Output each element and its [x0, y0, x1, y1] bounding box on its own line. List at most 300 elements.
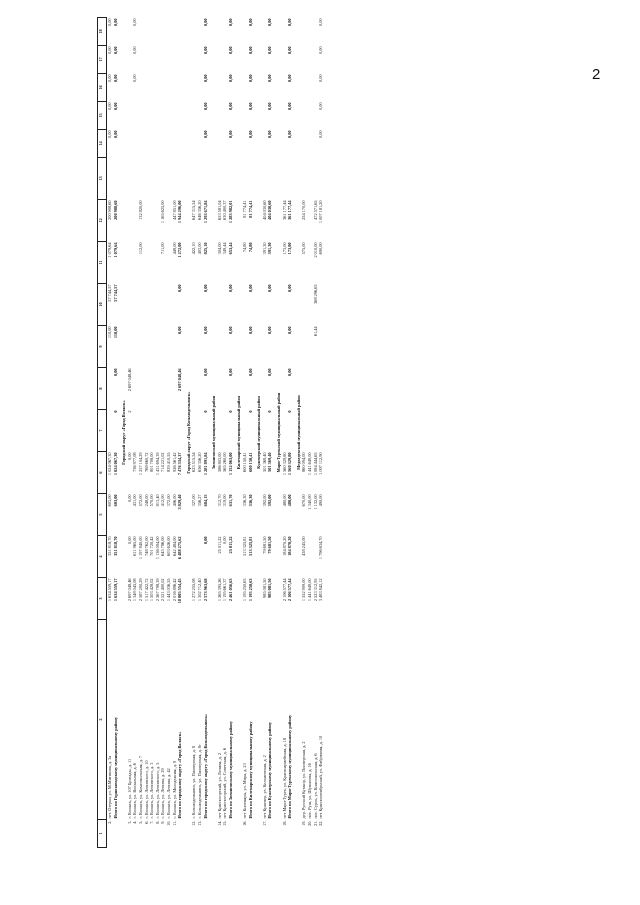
table-cell: 2 106 577,44: [287, 578, 293, 602]
table-cell: 0,00: [318, 46, 324, 55]
table-cell: [267, 158, 275, 200]
table-cell: [177, 410, 185, 452]
table-cell: 1 560 329,80: [287, 452, 293, 476]
table-cell: 184 870,20: [281, 536, 287, 556]
table-cell: 0,00: [267, 18, 273, 27]
table-cell: 575,00: [301, 242, 307, 255]
table-cell: 2 697 048,46: [126, 368, 132, 392]
table-cell: 0,00: [202, 102, 208, 111]
table-cell: 684,15: [202, 494, 208, 507]
table-cell: 2: [126, 410, 132, 413]
table-cell: 0,00: [227, 284, 233, 293]
address-cell: Итого по Горнозаводскому муниципальному району: [112, 716, 118, 819]
table-cell: 404 030,60: [261, 200, 267, 220]
table-cell: 0,00: [107, 130, 112, 139]
table-cell: 1 272,00: [177, 242, 183, 258]
table-cell: 447 851,00: [171, 200, 177, 220]
column-header: 10: [98, 284, 107, 326]
address-cell: Итого по городскому округу «Город Козьмодемьянск»: [202, 713, 208, 819]
table-cell: 57 744,57: [107, 284, 112, 302]
table-cell: [318, 284, 324, 326]
table-cell: 480,00: [287, 494, 293, 507]
address-cell: г. Козьмодемьянск, ул. Пионерская, д. 8: [191, 746, 197, 819]
address-cell: Итого по Мари-Турекскому муниципальному району: [287, 714, 293, 819]
table-cell: 6 488 275,62: [177, 536, 183, 560]
section-header-row: [210, 18, 217, 848]
column-header: 18: [98, 18, 107, 46]
table-cell: 336,30: [242, 494, 248, 507]
column-header: 4: [98, 536, 107, 578]
table-cell: 2 697 048,46: [126, 578, 132, 602]
table-cell: 801 708,00: [149, 452, 155, 472]
table-cell: 631,70: [227, 494, 233, 507]
address-cell: г. Волжск, ул. Вокзальная, д. 6: [132, 763, 138, 819]
address-cell: дер. Русский Кукмор, ул. Пионерская, д. 2: [301, 741, 307, 819]
table-cell: 647 315,54: [191, 200, 197, 220]
table-cell: 3.: [126, 820, 132, 824]
table-cell: 1 634 559,17: [107, 578, 112, 602]
table-cell: 985 081,50: [261, 578, 267, 598]
table-cell: 501 369,40: [261, 452, 267, 472]
table-cell: 565 260,00: [222, 452, 228, 472]
table-cell: 132 820,00: [137, 200, 143, 220]
table-cell: 825,10: [202, 242, 208, 255]
table-cell: 0,00: [318, 130, 324, 139]
table-cell: 8.: [154, 820, 160, 824]
section-header-row: [185, 18, 192, 848]
table-cell: 1 560 329,80: [281, 452, 287, 476]
table-cell: 646 356,20: [196, 200, 202, 220]
column-header: 2: [98, 620, 107, 820]
page-number: 2: [592, 66, 601, 83]
address-cell: пгт Мари-Турек, ул. Красноармейская, д. 18: [281, 737, 287, 819]
table-cell: 642 484,00: [171, 536, 177, 556]
table-cell: 0,00: [247, 130, 253, 139]
table-row: [318, 18, 324, 848]
section-label: Куженерский муниципальный район: [256, 396, 262, 469]
table-cell: 7.: [149, 820, 155, 824]
table-cell: 0,00: [132, 74, 138, 83]
table-cell: 11.: [171, 820, 177, 826]
total-row: [228, 18, 236, 848]
table-cell: 1 079,64: [107, 242, 112, 258]
table-cell: 600 150,41: [242, 452, 248, 472]
table-cell: 391,30: [267, 242, 273, 255]
table-cell: 356,27: [196, 494, 202, 507]
table-cell: 368 296,63: [312, 284, 318, 304]
section-header-row: [255, 18, 262, 848]
column-header: 9: [98, 326, 107, 368]
table-cell: 1 257 104,29: [137, 452, 143, 476]
table-cell: 1 272 255,08: [191, 578, 197, 602]
table-cell: 0,00: [267, 368, 273, 377]
address-cell: Итого по Звениговскому муниципальному району: [227, 721, 233, 819]
table-cell: [287, 820, 295, 848]
table-cell: 336,30: [247, 494, 253, 507]
table-cell: [228, 820, 236, 848]
table-cell: 15.: [222, 820, 228, 826]
table-cell: [318, 410, 324, 452]
table-cell: 1 293 671,84: [202, 200, 208, 224]
table-cell: 985 081,50: [267, 578, 273, 598]
table-cell: 392,00: [267, 494, 273, 507]
table-cell: 0,00: [247, 326, 253, 335]
table-cell: 4.: [132, 820, 138, 824]
table-cell: 1 431 694,39: [154, 452, 160, 476]
address-cell: пгт Красногорский, ул. Советская, д. 6: [222, 747, 228, 819]
table-cell: 3 483 842,12: [318, 578, 324, 602]
address-cell: г. Волжск, ул. Комсомольская, д. 7: [137, 755, 143, 819]
table-cell: 0,00: [126, 452, 132, 461]
table-cell: [177, 158, 185, 200]
total-row: [287, 18, 295, 848]
table-cell: 0,00: [112, 368, 118, 377]
total-row: [248, 18, 256, 848]
table-cell: 0,00: [227, 18, 233, 27]
table-cell: 81 774,41: [242, 200, 248, 218]
table-cell: 0,00: [267, 46, 273, 55]
column-header: 7: [98, 410, 107, 452]
table-cell: [228, 158, 236, 200]
total-row: [113, 18, 121, 848]
address-cell: пгт Килемары, ул. Мира, д. 23: [242, 763, 248, 819]
table-cell: 472 571,65: [312, 200, 318, 220]
table-cell: 319,00: [222, 494, 228, 507]
address-cell: г. Волжск, ул. Ленинского, д. 10: [143, 760, 149, 819]
table-cell: 0: [112, 410, 118, 413]
table-cell: 600 150,41: [247, 452, 253, 472]
table-cell: [287, 158, 295, 200]
table-cell: 2 523 312,95: [312, 578, 318, 602]
table-cell: 406,00: [171, 494, 177, 507]
table-cell: 1 195 250,63: [247, 578, 253, 602]
table-cell: 21.: [312, 820, 318, 826]
table-cell: 0,00: [247, 46, 253, 55]
table-cell: 2 521 400,02: [160, 578, 166, 602]
table-cell: 2 567 798,39: [154, 578, 160, 602]
table-cell: 0: [287, 410, 293, 413]
table-cell: 1 281 891,84: [202, 452, 208, 476]
table-cell: 701 720,42: [149, 536, 155, 556]
table-cell: 645 786,00: [160, 536, 166, 556]
table-cell: 18.: [281, 820, 287, 826]
table-cell: 74,80: [242, 242, 248, 253]
table-cell: 449,00: [171, 242, 177, 255]
section-header-row: [275, 18, 282, 848]
column-header: 16: [98, 74, 107, 102]
table-cell: 1 503 428,02: [149, 578, 155, 602]
table-cell: 603,00: [112, 494, 118, 507]
table-cell: 0: [227, 410, 233, 413]
table-cell: [203, 820, 211, 848]
table-cell: 1 079,64: [112, 242, 118, 258]
column-header: 14: [98, 130, 107, 158]
column-header: 1: [98, 820, 107, 848]
column-header: 12: [98, 200, 107, 242]
table-cell: 1 552 909,00: [301, 578, 307, 602]
table-cell: 0,00: [287, 102, 293, 111]
table-cell: 2 461 056,63: [227, 578, 233, 602]
table-cell: 0,00: [222, 536, 228, 545]
table-cell: [177, 18, 185, 46]
table-cell: 670,00: [301, 494, 307, 507]
table-cell: 173,00: [287, 242, 293, 255]
table-cell: 0,00: [112, 46, 118, 55]
table-cell: 79 681,50: [261, 536, 267, 554]
table-cell: 0,00: [287, 368, 293, 377]
table-cell: 0,00: [132, 18, 138, 27]
table-cell: 1 007 181,20: [318, 200, 324, 224]
table-cell: 653 581,04: [216, 200, 222, 220]
table-cell: 0,00: [112, 74, 118, 83]
table-cell: 1 634 559,17: [112, 578, 118, 602]
table-cell: 0,00: [247, 18, 253, 27]
column-header: 5: [98, 494, 107, 536]
section-label: Мари-Турекский муниципальный район: [276, 392, 282, 473]
table-cell: 2 016 896,42: [171, 578, 177, 602]
table-cell: [177, 102, 185, 130]
section-header-row: [295, 18, 302, 848]
table-cell: 173,00: [281, 242, 287, 255]
table-cell: 391,30: [261, 242, 267, 255]
table-body: [107, 18, 324, 848]
table-cell: 14.: [216, 820, 222, 826]
table-cell: 490,00: [318, 494, 324, 507]
table-cell: 16.: [242, 820, 248, 826]
table-cell: 748 762,00: [143, 536, 149, 556]
table-cell: 0,00: [287, 130, 293, 139]
address-cell: г. Козьмодемьянск, ул. Пионерская, д. 8г: [196, 744, 202, 819]
table-cell: 0,00: [132, 46, 138, 55]
address-cell: г. Волжск, ул. Ленина, д. 29: [160, 768, 166, 819]
table-cell: [113, 158, 121, 200]
table-cell: 304,00: [216, 242, 222, 255]
table-cell: 0,00: [267, 326, 273, 335]
table-cell: 17.: [261, 820, 267, 826]
table-cell: 653,44: [227, 242, 233, 255]
table-cell: 0,00: [227, 326, 233, 335]
table-cell: 711,00: [160, 242, 166, 255]
address-cell: Итого по Куженерскому муниципальному району: [267, 722, 273, 819]
table-cell: 13.: [196, 820, 202, 826]
column-header: 8: [98, 368, 107, 410]
table-cell: [177, 74, 185, 102]
table-cell: 0,00: [318, 74, 324, 83]
table-cell: [177, 46, 185, 74]
table-cell: [318, 158, 324, 200]
table-cell: 254 170,00: [301, 200, 307, 220]
table-cell: 2 106 577,44: [281, 578, 287, 602]
table-cell: 361 177,44: [287, 200, 293, 220]
table-cell: 0,00: [202, 326, 208, 335]
table-cell: 0,00: [202, 368, 208, 377]
table-cell: 0,00: [107, 18, 112, 27]
table-cell: 0,00: [112, 102, 118, 111]
table-cell: [177, 820, 185, 848]
section-header-row: [120, 18, 127, 848]
table-cell: 0,00: [318, 18, 324, 27]
table-cell: 1 796 634,70: [318, 536, 324, 560]
table-cell: 110,00: [112, 326, 118, 339]
table-cell: 572,00: [137, 494, 143, 507]
table-cell: 768 660,72: [143, 452, 149, 472]
table-cell: 0,00: [202, 46, 208, 55]
table-cell: 200 908,60: [107, 200, 112, 220]
table-cell: 0,00: [107, 74, 112, 83]
table-cell: 74,80: [247, 242, 253, 253]
total-row: [203, 18, 211, 848]
table-cell: 1 340,00: [307, 494, 312, 510]
table-cell: 79 681,50: [267, 536, 273, 554]
table-cell: 0,00: [227, 46, 233, 55]
table-cell: 1 944 296,00: [177, 200, 183, 224]
table-cell: 0,00: [126, 494, 132, 503]
table-cell: 22.: [318, 820, 324, 826]
table-cell: 0,00: [177, 284, 183, 293]
table-cell: 0,00: [202, 284, 208, 293]
table-cell: 184 870,20: [287, 536, 293, 556]
table-cell: 513 325,81: [247, 536, 253, 556]
column-header: 13: [98, 158, 107, 200]
table-cell: 0,00: [202, 536, 208, 545]
table-cell: [113, 820, 121, 848]
table-cell: 61,44: [312, 326, 318, 337]
table-cell: 1 441 649,00: [307, 578, 312, 602]
table-cell: 12.: [191, 820, 197, 826]
table-cell: 351 818,70: [112, 536, 118, 556]
table-cell: 20.: [307, 820, 312, 826]
table-cell: 351 818,70: [107, 536, 112, 556]
table-cell: 0,00: [267, 130, 273, 139]
table-cell: 839 410,55: [165, 452, 171, 472]
table-cell: 0,00: [107, 46, 112, 55]
table-cell: [248, 158, 256, 200]
table-cell: 1 024 067,30: [112, 452, 118, 476]
table-cell: 0,00: [267, 284, 273, 293]
table-cell: 0,00: [267, 74, 273, 83]
table-cell: 312,70: [216, 494, 222, 507]
table-cell: 0,00: [318, 102, 324, 111]
table-cell: 403,00: [196, 242, 202, 255]
table-cell: 2 010,00: [312, 242, 318, 258]
column-header: 15: [98, 102, 107, 130]
address-cell: пос. Руш, ул. Шумилова, д. 16: [307, 763, 312, 819]
table-cell: 2 573 963,68: [202, 578, 208, 602]
table-cell: 1 283 982,01: [227, 200, 233, 224]
table-cell: 714 221,02: [160, 452, 166, 472]
table-cell: 0,00: [247, 284, 253, 293]
table-cell: 1 517 422,72: [143, 578, 149, 602]
table-cell: 372,00: [165, 494, 171, 507]
table-cell: [203, 158, 211, 200]
table-cell: 0,00: [112, 130, 118, 139]
address-cell: г. Волжск, ул. Ленинского, д. 3: [149, 762, 155, 819]
table-cell: 0,00: [247, 74, 253, 83]
table-cell: 18 005 554,45: [177, 578, 183, 604]
table-cell: 0,00: [112, 18, 118, 27]
table-cell: 1 348 045,08: [132, 578, 138, 602]
table-cell: 200 908,60: [112, 200, 118, 220]
table-cell: 480,00: [281, 494, 287, 507]
address-cell: пос. Сурок, ул. Комсомольская, д. 6: [312, 753, 318, 819]
table-cell: 25 011,22: [216, 536, 222, 554]
table-cell: 2 697 048,46: [177, 368, 183, 392]
table-cell: 422,10: [191, 242, 197, 255]
rotated-table-page: [97, 18, 601, 848]
address-cell: г. Волжск, ул. Ленинского, д. 5: [154, 762, 160, 819]
address-cell: пгт Куженер, ул. Кельменская, д. 2: [261, 755, 267, 819]
table-cell: 611 965,00: [132, 536, 138, 556]
table-cell: 0,00: [202, 130, 208, 139]
table-cell: 1 165 625,00: [160, 200, 166, 224]
table-cell: 570,00: [149, 494, 155, 507]
section-label: Килемарский муниципальный район: [236, 395, 242, 470]
column-header-row: [98, 18, 107, 848]
table-cell: 1 084 444,65: [312, 452, 318, 476]
table-cell: 412,00: [160, 494, 166, 507]
address-cell: пгт Красногорский, ул. Ленина, д. 2: [216, 753, 222, 819]
table-cell: 1 265 395,26: [216, 578, 222, 602]
table-cell: 623 515,54: [191, 452, 197, 472]
address-cell: Итого по Килемарскому муниципальному району: [247, 721, 253, 819]
table-cell: 327,00: [191, 494, 197, 507]
section-label: Городской округ «Город Козьмодемьянск»: [185, 391, 191, 474]
address-cell: пгт. Озерки, ул. М.Митякова, д. 3а: [107, 755, 112, 819]
table-cell: 1 024 067,30: [107, 452, 112, 476]
table-cell: 813,40: [154, 494, 160, 507]
table-cell: 501 369,40: [267, 452, 273, 472]
table-cell: 1 441 649,00: [307, 452, 312, 476]
address-cell: пгт Краснооктябрьский, ул. Фабричная, д. 10: [318, 735, 324, 819]
column-header: 17: [98, 46, 107, 74]
column-header: 6: [98, 452, 107, 494]
section-label: Медведевский муниципальный район: [295, 395, 301, 470]
total-row: [267, 18, 275, 848]
table-cell: 0,00: [227, 368, 233, 377]
table-cell: 926 561,42: [171, 452, 177, 472]
column-header: 3: [98, 578, 107, 620]
table-cell: 2.: [107, 820, 112, 824]
table-cell: 0,00: [287, 18, 293, 27]
total-row: [177, 18, 185, 848]
table-cell: 1 197 840,00: [137, 536, 143, 560]
table-cell: 2 587 200,29: [137, 578, 143, 602]
table-cell: 0,00: [202, 18, 208, 27]
table-cell: 392,00: [261, 494, 267, 507]
table-cell: [177, 130, 185, 158]
table-cell: 0: [267, 410, 273, 413]
report-table: [97, 17, 324, 848]
table-cell: 1 195 661,37: [222, 578, 228, 602]
address-cell: г. Волжск, ул. Молодежная, д. 9: [171, 760, 177, 819]
table-cell: 248,00: [143, 494, 149, 507]
table-cell: [248, 820, 256, 848]
table-cell: 404 030,60: [267, 200, 273, 220]
table-cell: 586 803,00: [216, 452, 222, 472]
table-cell: 1 302 712,40: [196, 578, 202, 602]
table-cell: 431,00: [132, 494, 138, 507]
table-cell: 0,00: [227, 130, 233, 139]
table-cell: 0,00: [177, 326, 183, 335]
table-cell: 349,44: [222, 242, 228, 255]
address-cell: Итого по городскому округу «Город Волжск»: [177, 731, 183, 819]
table-cell: 1 132,00: [312, 494, 318, 510]
table-cell: 1 152 063,00: [227, 452, 233, 476]
table-cell: 9.: [160, 820, 166, 824]
table-cell: 656 356,20: [196, 452, 202, 472]
table-cell: 0: [202, 410, 208, 413]
address-cell: г. Волжск, ул. 107 Бригады, д. 11: [126, 758, 132, 819]
